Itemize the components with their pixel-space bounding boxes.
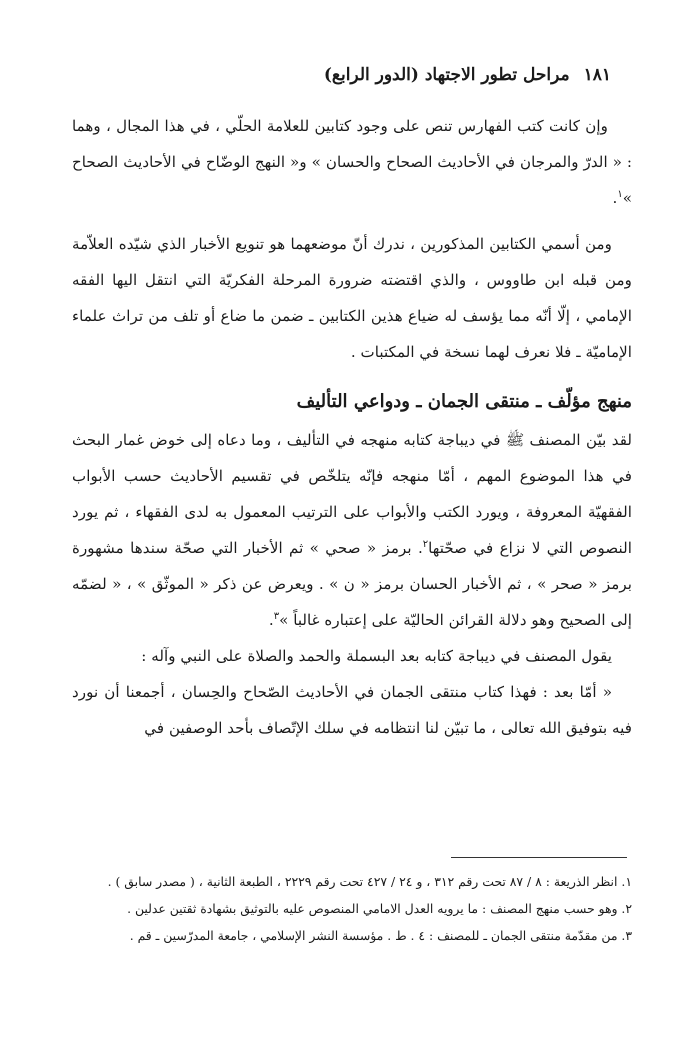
page-number: ١٨١ [583,65,611,85]
paragraph-1 [72,108,632,216]
paragraph-1-end: . [612,189,618,207]
paragraph-4: يقول المصنف في ديباجة كتابه بعد البسملة والحمد والصلاة على النبي وآله : [141,647,612,665]
footnote-ref-2: ٢ [422,538,429,550]
footnote-divider [451,857,627,858]
footnote-ref-3: ٣ [273,610,280,622]
paragraph-3-text-b: . برمز « صحي » ثم الأخبار التي صحّة سندها مشهورة برمز « صحر » ، ثم الأخبار الحسان برمز « ن » . ويعرض عن ذكر « الموثّق » ، « لضمّه إلى الصحيح وهو دلالة القرائن الحاليّة على إعتباره غالباً » [72,539,632,629]
running-title: مراحل تطور الاجتهاد (الدور الرابع) [323,65,570,85]
paragraph-3 [72,422,632,638]
paragraph-3-end: . [268,611,274,629]
footnote-1: ١. انظر الذريعة : ٨ / ٨٧ تحت رقم ٣١٢ ، و ٢٤ / ٤٢٧ تحت رقم ٢٢٢٩ ، الطبعة الثانية ، ( مصدر سابق ) . [107,874,632,889]
paragraph-5: « أمّا بعد : فهذا كتاب منتقى الجمان في الأحاديث الصّحاح والحِسان ، أجمعنا أن نورد فيه بتوفيق الله تعالى ، ما تبيّن لنا انتظامه في سلك الإتّصاف بأحد الوصفين في [72,683,632,737]
page-header [88,62,611,88]
paragraph-3-text-a: لقد بيّن المصنف ﷺ في ديباجة كتابه منهجه في التأليف ، وما دعاه إلى خوض غمار البحث في هذا الموضوع المهم ، أمّا منهجه فإنّه يتلخّص في تقسيم الأحاديث حسب الأبواب الفقهيّة المعروفة ، ويورد الكتب والأبواب على الترتيب المعمول به لدى الفقهاء ، ثم يورد النصوص التي لا نزاع في صحّتها [72,431,632,557]
footnote-2: ٢. وهو حسب منهج المصنف : ما يرويه العدل الامامي المنصوص عليه بالتوثيق بشهادة ثقتين عدلين . [127,901,632,916]
footnote-ref-1: ١ [617,188,623,200]
paragraph-2: ومن أسمي الكتابين المذكورين ، ندرك أنّ موضعهما هو تنويع الأخبار الذي شيّده العلاّمة ومن قبله ابن طاووس ، والذي اقتضته ضرورة المرحلة الفكريّة التي انتقل اليها الفقه الإمامي ، إلّا أنّه مما يؤسف له ضياع هذين الكتابين ـ ضمن ما ضاع أو تلف من تراث علماء الإماميّة ـ فلا نعرف لهما نسخة في المكتبات . [72,235,632,361]
paragraph-1-text: وإن كانت كتب الفهارس تنص على وجود كتابين للعلامة الحلّي ، في هذا المجال ، وهما : « الدرّ والمرجان في الأحاديث الصحاح والحسان » و« النهج الوضّاح في الأحاديث الصحاح » [72,117,632,207]
footnote-3: ٣. من مقدّمة منتقى الجمان ـ للمصنف : ٤ . ط . مؤسسة النشر الإسلامي ، جامعة المدرّسين ـ قم . [129,928,632,943]
footnotes [72,870,632,951]
main-text [72,108,632,746]
section-heading: منهج مؤلّف ـ منتقى الجمان ـ ودواعي التأليف [296,391,632,412]
